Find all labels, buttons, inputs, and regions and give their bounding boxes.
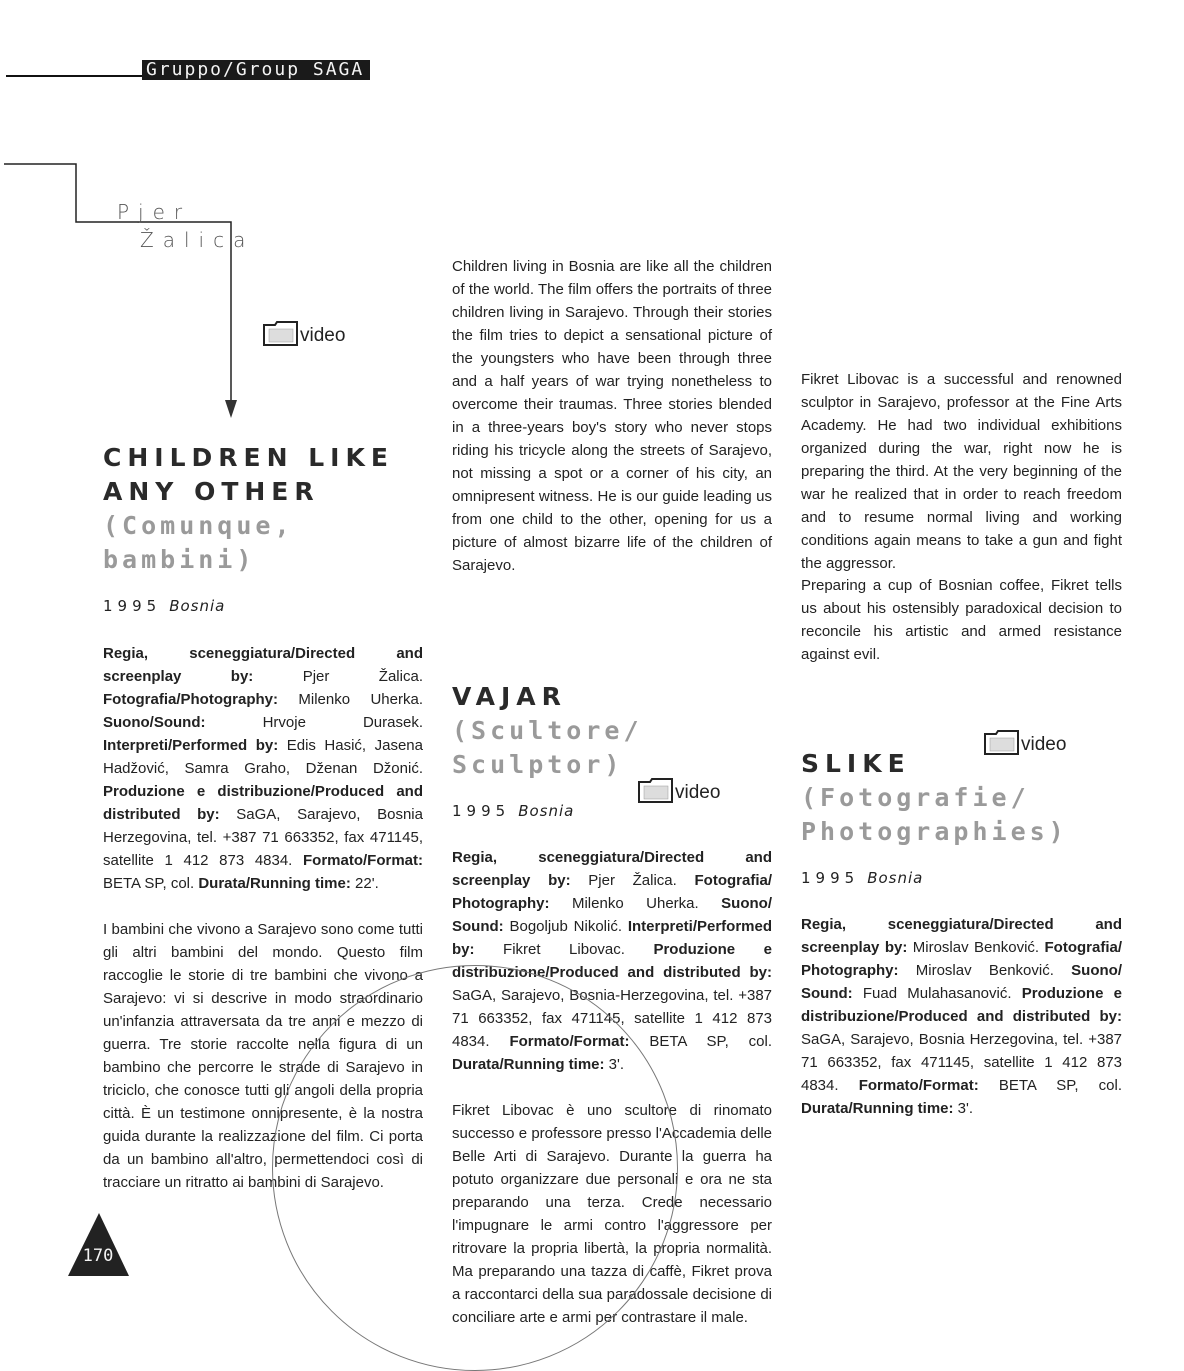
film2-year-line (452, 802, 574, 820)
film3-year: 1995 (801, 869, 860, 887)
page-number: 170 (82, 1246, 114, 1266)
film3-title-en: SLIKE (801, 749, 911, 778)
film3-title-it-1: (Fotografie/ (801, 783, 1030, 812)
video-badge (263, 320, 345, 346)
folder-icon (638, 777, 674, 803)
film3-credits: Regia, sceneggiatura/Directed and screenplay by: Miroslav Benković. Fotografia/ Photography: Miroslav Benković. Suono/ Sound: Fuad Mulahasanović. Produzione e distribuzione/Produced and distributed by: SaGA, Sarajevo, Bosnia Herzegovina, tel. +387 71 663352, fax 471145, satellite 1 412 873 4834. Formato/Format: BETA SP, col. Durata/Running time: 3'. (801, 916, 1123, 1117)
film2-year: 1995 (452, 802, 511, 820)
arrow-down-icon (225, 400, 237, 418)
film1-synopsis-en: Children living in Bosnia are like all the children of the world. The film offers the portraits of three children living in Sarajevo. Through their stories the film tries to depict a sensational picture of the youngsters who have been through three and a half years of war trying nonetheless to overcome their traumas. Three stories blended in a three-years boy's story who never stops riding his tricycle along the streets of Sarajevo, not missing a spot or a corner of his city, an omnipresent witness. He is our guide leading us from one child to the other, opening for us a picture of almost bizarre life of the children of Sarajevo. (452, 258, 772, 574)
author-last-name: Žalica (140, 228, 255, 252)
film1-synopsis-it: I bambini che vivono a Sarajevo sono come tutti gli altri bambini del mondo. Questo film raccoglie le storie di tre bambini che vivono a Sarajevo: vi si descrive in modo straordinario un'infanzia attraversata da tre anni e mezzo di guerra. Tre storie raccolte nella figura di un bambino che percorre le strade di Sarajevo in triciclo, che conosce tutti gli angoli della propria città. È un testimone onnipresente, è la nostra guida durante la realizzazione del film. Ci porta da un bambino all'altro, permettendoci così di tracciare un ritratto ai bambini di Sarajevo. (103, 921, 423, 1191)
decorative-circle (272, 965, 678, 1371)
film1-title-block (103, 441, 423, 577)
film1-title-en-2: ANY OTHER (103, 477, 320, 506)
film1-country: Bosnia (169, 597, 226, 615)
film2-synopsis-en-2: Preparing a cup of Bosnian coffee, Fikret tells us about his ostensibly paradoxical decision to reconcile his artistic and armed resistance against evil. (801, 577, 1122, 663)
film1-title-it-2: bambini) (103, 545, 256, 574)
film2-country: Bosnia (518, 802, 575, 820)
film3-title-it-2: Photographies) (801, 817, 1068, 846)
film2-synopsis-it: Fikret Libovac è uno scultore di rinomato successo e professore presso l'Accademia delle Belle Arti di Sarajevo. Durante la guerra ha potuto organizzare due personali e ora ne sta preparando una terza. Crede necessario l'impugnare le armi contro l'aggressore per ritrovare la propria libertà, la propria normalità. Ma preparando una tazza di caffè, Fikret prova a raccontarci della sua paradossale decisione di conciliare arte e armi per contrastare il male. (452, 1102, 772, 1326)
folder-icon (263, 320, 299, 346)
film2-title-block (452, 680, 752, 782)
film2-title-it-1: (Scultore/ (452, 716, 643, 745)
film3-title-block (801, 747, 1131, 849)
section-header: Gruppo/Group SAGA (142, 60, 370, 80)
video-label: video (1021, 734, 1067, 755)
author-first-name: Pjer (117, 200, 192, 224)
film1-year-line (103, 597, 225, 615)
film2-credits: Regia, sceneggiatura/Directed and screenplay by: Pjer Žalica. Fotografia/ Photography: Milenko Uherka. Suono/ Sound: Bogoljub Nikolić. Interpreti/Performed by: Fikret Libovac. Produzione e distribuzione/Produced and distributed by: SaGA, Sarajevo, Bosnia-Herzegovina, tel. +387 71 663352, fax 471145, satellite 1 412 873 4834. Formato/Format: BETA SP, col. Durata/Running time: 3'. (452, 849, 773, 1073)
film1-year: 1995 (103, 597, 162, 615)
film1-title-it-1: (Comunque, (103, 511, 294, 540)
video-badge (638, 777, 720, 803)
video-label: video (300, 325, 346, 346)
film3-year-line (801, 869, 923, 887)
film1-credits: Regia, sceneggiatura/Directed and screenplay by: Pjer Žalica. Fotografia/Photography: Milenko Uherka. Suono/Sound: Hrvoje Durasek. Interpreti/Performed by: Edis Hasić, Jasena Hadžović, Samra Graho, Dženan Džonić. Produzione e distribuzione/Produced and distributed by: SaGA, Sarajevo, Bosnia Herzegovina, tel. +387 71 663352, fax 471145, satellite 1 412 873 4834. Formato/Format: BETA SP, col. Durata/Running time: 22'. (103, 645, 423, 892)
film2-title-en: VAJAR (452, 682, 567, 711)
page-number-triangle (68, 1213, 130, 1277)
film3-country: Bosnia (867, 869, 924, 887)
video-label: video (675, 782, 721, 803)
film2-synopsis-en-1: Fikret Libovac is a successful and renowned sculptor in Sarajevo, professor at the Fine Arts Academy. He had two individual exhibitions organized during the war, right now he is preparing the third. At the very beginning of the war he realized that in order to reach freedom and to resume normal living and working conditions again means to take a gun and fight the aggressor. (801, 371, 1122, 572)
film1-title-en-1: CHILDREN LIKE (103, 443, 394, 472)
film2-title-it-2: Sculptor) (452, 750, 624, 779)
